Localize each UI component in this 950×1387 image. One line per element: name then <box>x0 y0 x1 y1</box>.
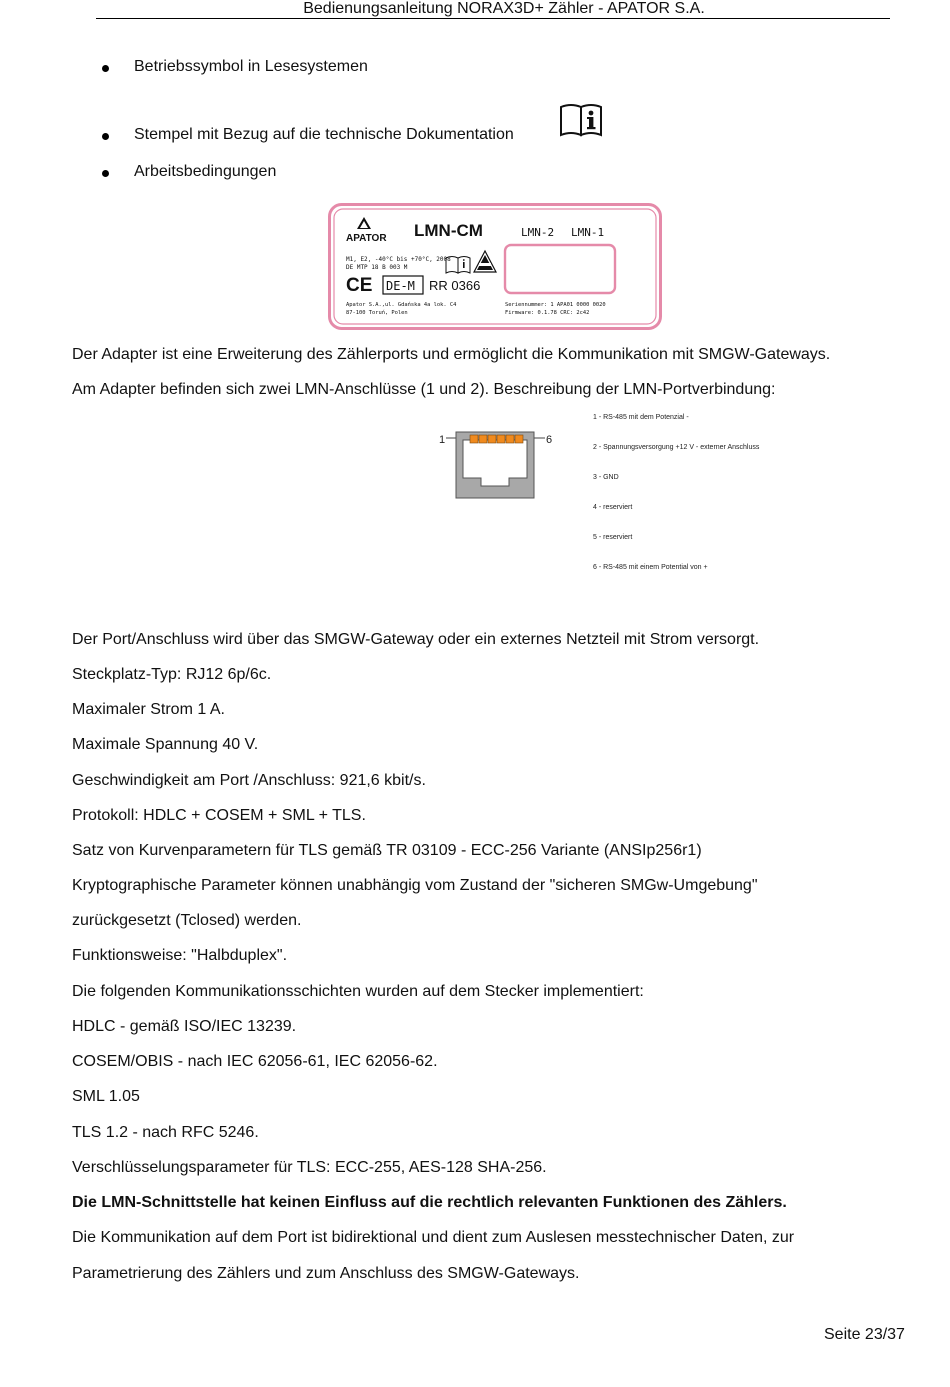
bullet-dot <box>102 133 109 140</box>
nameplate-firmware: Firmware: 0.1.78 CRC: 2c42 <box>505 310 590 316</box>
page-number: Seite 23/37 <box>824 1326 905 1343</box>
nameplate-conditions-2: DE MTP 18 B 003 M <box>346 264 408 271</box>
nameplate-conditions-1: M1, E2, -40°C bis +70°C, 2008 <box>346 256 451 263</box>
body-line: Protokoll: HDLC + COSEM + SML + TLS. <box>72 807 366 824</box>
pin-item: 6 - RS-485 mit einem Potential von + <box>593 564 708 571</box>
body-line: Verschlüsselungsparameter für TLS: ECC-255, AES-128 SHA-256. <box>72 1159 547 1176</box>
header-title: Bedienungsanleitung NORAX3D+ Zähler - APATOR S.A. <box>303 0 705 17</box>
body-line-bold: Die LMN-Schnittstelle hat keinen Einfluss auf die rechtlich relevanten Funktionen des Zählers. <box>72 1194 787 1211</box>
body-line: Funktionsweise: "Halbduplex". <box>72 947 288 964</box>
pin-item: 3 - GND <box>593 474 619 481</box>
bullet-dot <box>102 65 109 72</box>
body-line: Satz von Kurvenparametern für TLS gemäß TR 03109 - ECC-256 Variante (ANSIp256r1) <box>72 842 702 859</box>
adapter-text-1: Der Adapter ist eine Erweiterung des Zählerports und ermöglicht die Kommunikation mit SMGW-Gateways. <box>72 346 831 363</box>
device-nameplate <box>328 203 662 330</box>
body-line: Steckplatz-Typ: RJ12 6p/6c. <box>72 666 272 683</box>
nameplate-ce-mark: CE <box>346 275 373 296</box>
pin-item: 2 - Spannungsversorgung +12 V - externer Anschluss <box>593 444 760 451</box>
nameplate-brand: APATOR <box>346 233 387 244</box>
rj12-port-diagram <box>436 428 566 503</box>
body-line: TLS 1.2 - nach RFC 5246. <box>72 1124 259 1141</box>
adapter-text-2: Am Adapter befinden sich zwei LMN-Anschlüsse (1 und 2). Beschreibung der LMN-Portverbindung: <box>72 381 776 398</box>
body-line: zurückgesetzt (Tclosed) werden. <box>72 912 302 929</box>
nameplate-port2: LMN-2 <box>521 226 555 239</box>
nameplate-rr: RR 0366 <box>429 278 481 293</box>
body-line: Die folgenden Kommunikationsschichten wurden auf dem Stecker implementiert: <box>72 983 644 1000</box>
body-line: Parametrierung des Zählers und zum Anschluss des SMGW-Gateways. <box>72 1265 580 1282</box>
body-line: Die Kommunikation auf dem Port ist bidirektional und dient zum Auslesen messtechnischer Daten, zur <box>72 1229 795 1246</box>
pin-item: 1 - RS-485 mit dem Potenzial - <box>593 414 689 421</box>
nameplate-port1: LMN-1 <box>571 226 605 239</box>
body-line: Geschwindigkeit am Port /Anschluss: 921,6 kbit/s. <box>72 772 426 789</box>
pin-item: 5 - reserviert <box>593 534 633 541</box>
nameplate-model: LMN-CM <box>414 221 483 240</box>
pin-item: 4 - reserviert <box>593 504 633 511</box>
body-line: COSEM/OBIS - nach IEC 62056-61, IEC 62056-62. <box>72 1053 438 1070</box>
body-line: Kryptographische Parameter können unabhängig vom Zustand der "sicheren SMGw-Umgebung" <box>72 877 758 894</box>
body-line: HDLC - gemäß ISO/IEC 13239. <box>72 1018 297 1035</box>
body-line: Maximaler Strom 1 A. <box>72 701 225 718</box>
body-line: Maximale Spannung 40 V. <box>72 736 259 753</box>
page-header <box>96 0 890 19</box>
manual-info-icon <box>559 101 605 137</box>
nameplate-address-1: Apator S.A.,ul. Gdańska 4a lok. C4 <box>346 302 457 308</box>
port-label-left: 1 <box>439 434 446 446</box>
body-line: SML 1.05 <box>72 1088 140 1105</box>
nameplate-address-2: 87-100 Toruń, Polen <box>346 310 408 316</box>
nameplate-dem: DE-M <box>386 279 415 293</box>
nameplate-serial: Seriennummer: 1 APA01 0000 0020 <box>505 302 606 308</box>
nameplate-blank-field <box>505 245 615 293</box>
body-line: Der Port/Anschluss wird über das SMGW-Gateway oder ein externes Netzteil mit Strom versorgt. <box>72 631 760 648</box>
bullet-dot <box>102 170 109 177</box>
port-label-right: 6 <box>546 434 553 446</box>
